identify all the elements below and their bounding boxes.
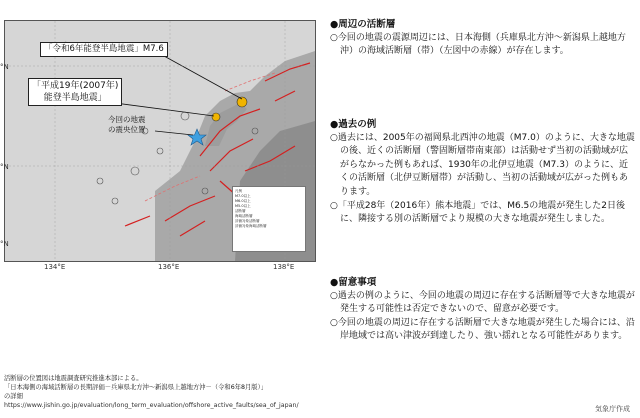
map-legend: 凡例 M7.0以上 M6.0以上 M5.0以上 活断層 海域活断層 評価対象活断層 評価対象海域活断層 [232,186,306,252]
section-paragraph: ○「平成28年（2016年）熊本地震」では、M6.5の地震が発生した2日後に、隣接する別の活断層でより規模の大きな地震が発生しました。 [330,200,626,225]
quake-2024-marker [212,113,220,121]
callout-epicenter: 今回の地震 の震央位置 [108,115,146,134]
section-paragraph: ○今回の地震の震源周辺には、日本海側（兵庫県北方沖～新潟県上越地方沖）の海域活断層（帯）（左図中の赤線）が存在します。 [330,32,626,57]
section-paragraph: ○過去には、2005年の福岡県北西沖の地震（M7.0）のように、大きな地震の後、近くの活断層（警固断層帯南東部）は活動せず当初の活動域が広がらなかった例もあれば、1930年の北伊豆地震（M7.3）のように、近くの活断層（北伊豆断層帯）が活動し、当初の活動域が広がった例もあります。 [330,132,635,197]
credit-label: 気象庁作成 [595,405,630,413]
section-paragraph: ○今回の地震の周辺に存在する活断層で大きな地震が発生した場合には、沿岸地域では高い津波が到達したり、強い揺れとなる可能性があります。 [330,317,635,342]
lat-label: °N [0,63,9,71]
source-url[interactable]: https://www.jishin.go.jp/evaluation/long_term_evaluation/offshore_active_faults/sea_of_japan/ [4,402,299,409]
section-nearby-faults [330,18,635,59]
quake-2007-marker [237,97,247,107]
callout-2007-earthquake: 「平成19年(2007年) 能登半島地震」 [28,78,122,106]
callout-2024-earthquake: 「令和6年能登半島地震」M7.6 [40,42,168,57]
section-title: ●過去の例 [330,119,377,130]
section-precautions [330,276,635,344]
lon-label: 136°E [158,263,180,271]
lon-label: 134°E [44,263,66,271]
section-title: ●留意事項 [330,277,377,288]
section-past-examples [330,118,635,227]
lon-label: 138°E [273,263,295,271]
section-title: ●周辺の活断層 [330,19,396,30]
lat-label: °N [0,240,9,248]
section-paragraph: ○過去の例のように、今回の地震の周辺に存在する活断層等で大きな地震が発生する可能性は否定できないので、留意が必要です。 [330,290,635,315]
map-source-footnote: 活断層の位置図は地震調査研究推進本部による。 「日本海側の海域活断層の長期評価－兵庫県北方沖～新潟県上越地方沖－（令和6年8月版）」 の詳細 https://www.jishin.go.jp/evaluation/long_term_evaluation/offshore_active_faults/sea_of_japan/ [4,374,316,410]
lat-label: °N [0,163,9,171]
